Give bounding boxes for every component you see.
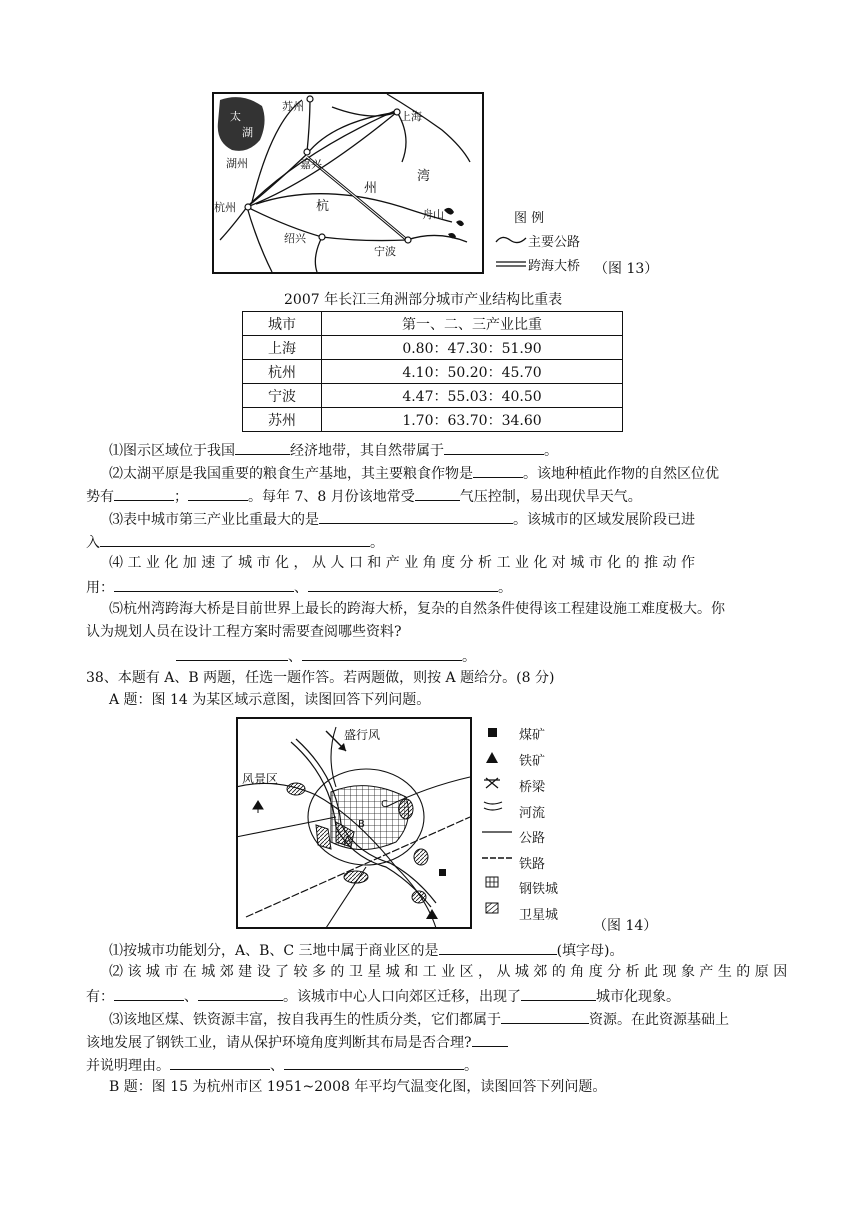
satellite-town [414, 849, 428, 865]
question-2-line2: 势有 ； 。每年 7、8 月份该地常受 气压控制，易出现伏旱天气。 [86, 485, 642, 507]
legend-road: 公路 [519, 831, 546, 846]
answer-blank[interactable] [415, 485, 460, 501]
label-shaoxing: 绍兴 [284, 232, 306, 245]
label-wind: 盛行风 [344, 728, 381, 742]
answer-blank[interactable] [170, 1054, 270, 1070]
question-5-line2: 认为规划人员在设计工程方案时需要查阅哪些资料? [86, 624, 402, 640]
legend-coal: 煤矿 [519, 728, 546, 743]
cell-city: 苏州 [243, 408, 322, 432]
label-zhoushan: 舟山 [422, 208, 444, 221]
cell-ratio: 0.80：47.30：51.90 [322, 336, 623, 360]
label-zhou: 州 [364, 181, 378, 196]
satellite-town [344, 871, 368, 883]
legend-railway: 铁路 [519, 857, 546, 872]
label-ningbo: 宁波 [374, 245, 396, 258]
coal-legend-icon [488, 728, 497, 737]
cell-ratio: 1.70：63.70：34.60 [322, 408, 623, 432]
legend-satellite-town: 卫星城 [519, 908, 559, 923]
point-c: C [381, 799, 388, 810]
fig13-caption: （图 13） [594, 261, 659, 277]
fig13-legend-bridge: 跨海大桥 [528, 259, 581, 274]
answer-blank[interactable] [114, 985, 184, 1001]
table-row [243, 384, 623, 408]
label-jiaxing: 嘉兴 [300, 158, 322, 171]
question-4-line2: 用： 、 。 [86, 576, 512, 598]
figure-13-map [212, 92, 484, 274]
satellite-town [399, 799, 413, 819]
question-3-line2: 入 。 [86, 531, 384, 553]
iron-legend-icon [486, 752, 498, 763]
question-38-title: 38、本题有 A、B 两题，任选一题作答。若两题做，则按 A 题给分。(8 分) [86, 670, 555, 686]
table-row [243, 360, 623, 384]
table-row [243, 408, 623, 432]
coal-mine-icon [439, 869, 446, 876]
answer-blank[interactable] [198, 985, 283, 1001]
cell-ratio: 4.10：50.20：45.70 [322, 360, 623, 384]
fig14-caption: （图 14） [593, 918, 658, 934]
city-hangzhou [245, 204, 251, 210]
cell-city: 上海 [243, 336, 322, 360]
question-1: ⑴图示区域位于我国 经济地带，其自然带属于 。 [109, 439, 558, 461]
legend-river: 河流 [519, 806, 546, 821]
figure-14-map [236, 717, 472, 929]
label-huzhou: 湖州 [226, 157, 248, 170]
question-5-line1: ⑸杭州湾跨海大桥是目前世界上最长的跨海大桥，复杂的自然条件使得该工程建设施工难度极大。你 [109, 601, 725, 617]
question-a3-line2: 该地发展了钢铁工业，请从保护环境角度判断其布局是否合理? [86, 1031, 508, 1053]
answer-blank[interactable] [521, 985, 596, 1001]
question-4-line1: ⑷ 工 业 化 加 速 了 城 市 化 ， 从 人 口 和 产 业 角 度 分 析 工 业 化 对 城 市 化 的 推 动 作 [109, 555, 695, 571]
point-b: B [358, 819, 365, 830]
answer-blank[interactable] [284, 1054, 464, 1070]
question-b-intro: B 题：图 15 为杭州市区 1951~2008 年平均气温变化图，读图回答下列问题。 [109, 1079, 607, 1095]
legend-iron: 铁矿 [519, 754, 546, 769]
bridge-legend-icon [484, 778, 500, 788]
road-legend-icon [496, 237, 526, 242]
label-scenic: 风景区 [242, 772, 279, 786]
question-a1: ⑴按城市功能划分，A、B、C 三地中属于商业区的是 (填字母)。 [109, 939, 624, 961]
question-a2-line1: ⑵ 该 城 市 在 城 郊 建 设 了 较 多 的 卫 星 城 和 工 业 区 ， 从 城 郊 的 角 度 分 析 此 现 象 产 生 的 原 因 [109, 964, 788, 980]
table-header-row [243, 312, 623, 336]
label-hu: 湖 [242, 126, 253, 139]
table-title: 2007 年长江三角洲部分城市产业结构比重表 [284, 292, 563, 308]
question-a2-line2: 有： 、 。该城市中心人口向郊区迁移，出现了 城市化现象。 [86, 985, 680, 1007]
label-tai: 太 [230, 110, 241, 123]
legend-bridge: 桥梁 [519, 780, 546, 795]
label-wan: 湾 [417, 169, 431, 184]
table-row [243, 336, 623, 360]
label-suzhou: 苏州 [282, 100, 304, 113]
question-2-line1: ⑵太湖平原是我国重要的粮食生产基地，其主要粮食作物是 。该地种植此作物的自然区位优 [109, 462, 719, 484]
answer-blank[interactable] [439, 939, 557, 955]
cell-city: 宁波 [243, 384, 322, 408]
question-a3-line3: 并说明理由。 、 。 [86, 1054, 478, 1076]
question-38-a-intro: A 题：图 14 为某区域示意图，读图回答下列问题。 [109, 692, 431, 708]
industry-structure-table [242, 311, 623, 432]
point-a: A [344, 835, 351, 846]
question-3-line1: ⑶表中城市第三产业比重最大的是 。该城市的区域发展阶段已进 [109, 508, 695, 530]
answer-blank[interactable] [472, 1031, 508, 1047]
question-a3-line1: ⑶该地区煤、铁资源丰富，按自我再生的性质分类，它们都属于 资源。在此资源基础上 [109, 1008, 729, 1030]
cell-ratio: 4.47：55.03：40.50 [322, 384, 623, 408]
answer-blank[interactable] [188, 485, 248, 501]
label-shanghai: 上海 [400, 110, 422, 123]
answer-blank[interactable] [235, 439, 290, 455]
answer-blank[interactable] [308, 576, 498, 592]
header-city: 城市 [243, 312, 322, 336]
answer-blank[interactable] [114, 485, 174, 501]
satellite-town [287, 783, 305, 795]
header-ratio: 第一、二、三产业比重 [322, 312, 623, 336]
fig13-legend-title: 图 例 [514, 211, 545, 226]
answer-blank[interactable] [100, 531, 370, 547]
legend-steel-city: 钢铁城 [519, 882, 559, 897]
fig13-legend-symbols [494, 232, 528, 272]
question-5-line3: 、 。 [176, 645, 476, 667]
answer-blank[interactable] [114, 576, 294, 592]
fig14-legend-symbols [482, 722, 518, 922]
label-hangzhou: 杭州 [214, 201, 236, 214]
cell-city: 杭州 [243, 360, 322, 384]
city-jiaxing [304, 149, 310, 155]
answer-blank[interactable] [176, 645, 288, 661]
city-suzhou [307, 96, 313, 102]
answer-blank[interactable] [444, 439, 544, 455]
city-shaoxing [319, 234, 325, 240]
fig13-legend-road: 主要公路 [528, 235, 581, 250]
satellite-town [412, 891, 426, 903]
answer-blank[interactable] [473, 462, 523, 478]
label-hang: 杭 [316, 199, 330, 214]
river-legend-icon [484, 802, 502, 810]
answer-blank[interactable] [302, 645, 462, 661]
city-ningbo [405, 237, 411, 243]
answer-blank[interactable] [319, 508, 513, 524]
answer-blank[interactable] [501, 1008, 589, 1024]
